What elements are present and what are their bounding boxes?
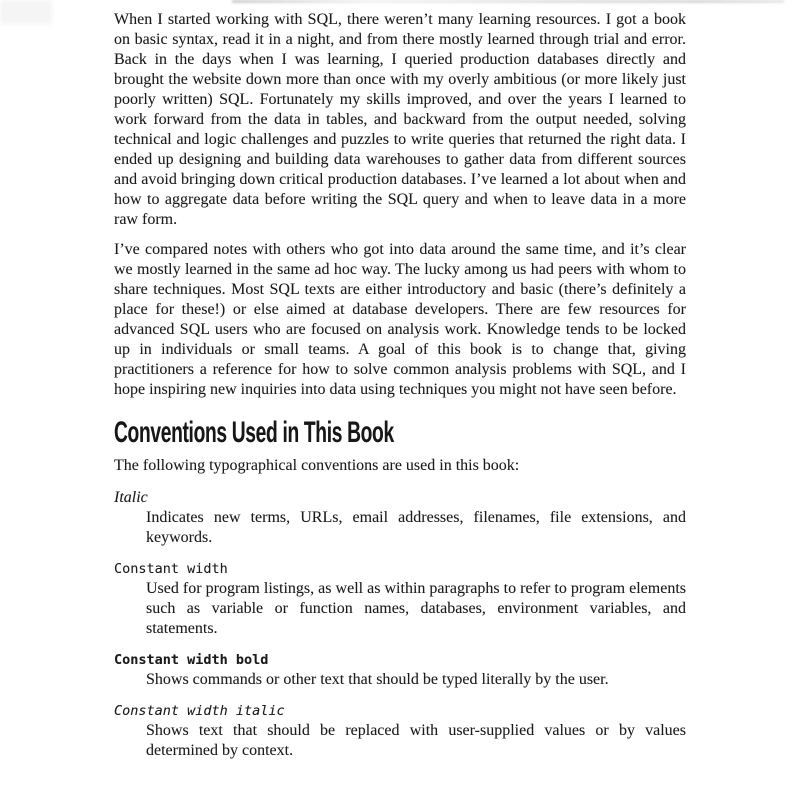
section-heading bbox=[114, 418, 686, 448]
convention-definition-constant-width-bold: Shows commands or other text that should be typed literally by the user. bbox=[146, 671, 609, 688]
convention-term-constant-width-italic: Constant width italic bbox=[114, 703, 285, 719]
conventions-list bbox=[114, 488, 686, 761]
preface-paragraph-1: When I started working with SQL, there weren’t many learning resources. I got a book on basic syntax, read it in a night, and from there mostly learned through trial and error. Back in the days when I was learning, I queried production databases directly and brought the website down more than once with my overly ambitious (or more likely just poorly written) SQL. Fortunately my skills improved, and over the years I learned to work forward from the data in tables, and backward from the output needed, solving technical and logic challenges and puzzles to write queries that returned the right data. I ended up designing and building data warehouses to gather data from different sources and avoid bringing down critical production databases. I’ve learned a lot about when and how to aggregate data before writing the SQL query and when to leave data in a more raw form. bbox=[114, 11, 686, 228]
convention-term-constant-width: Constant width bbox=[114, 561, 228, 577]
page-content bbox=[114, 10, 686, 761]
scan-artifact-top-edge bbox=[232, 0, 784, 3]
convention-definition-italic: Indicates new terms, URLs, email addresses, filenames, file extensions, and keywords. bbox=[146, 509, 686, 546]
convention-term-italic: Italic bbox=[114, 489, 148, 506]
section-heading-text: Conventions Used in This Book bbox=[114, 416, 394, 449]
convention-definition-constant-width-italic: Shows text that should be replaced with user-supplied values or by values determined by context. bbox=[146, 722, 686, 759]
convention-term-constant-width-bold: Constant width bold bbox=[114, 652, 269, 668]
scan-artifact-corner bbox=[0, 0, 52, 24]
convention-definition-constant-width: Used for program listings, as well as within paragraphs to refer to program elements such as variable or function names, databases, environment variables, and statements. bbox=[146, 580, 686, 637]
preface-paragraph-2: I’ve compared notes with others who got into data around the same time, and it’s clear we mostly learned in the same ad hoc way. The lucky among us had peers with whom to share techniques. Most SQL texts are either introductory and basic (there’s definitely a place for these!) or else aimed at database developers. There are few resources for advanced SQL users who are focused on analysis work. Knowledge tends to be locked up in individuals or small teams. A goal of this book is to change that, giving practitioners a reference for how to solve common analysis problems with SQL, and I hope inspiring new inquiries into data using techniques you might not have seen before. bbox=[114, 241, 686, 398]
conventions-intro: The following typographical conventions are used in this book: bbox=[114, 457, 520, 474]
